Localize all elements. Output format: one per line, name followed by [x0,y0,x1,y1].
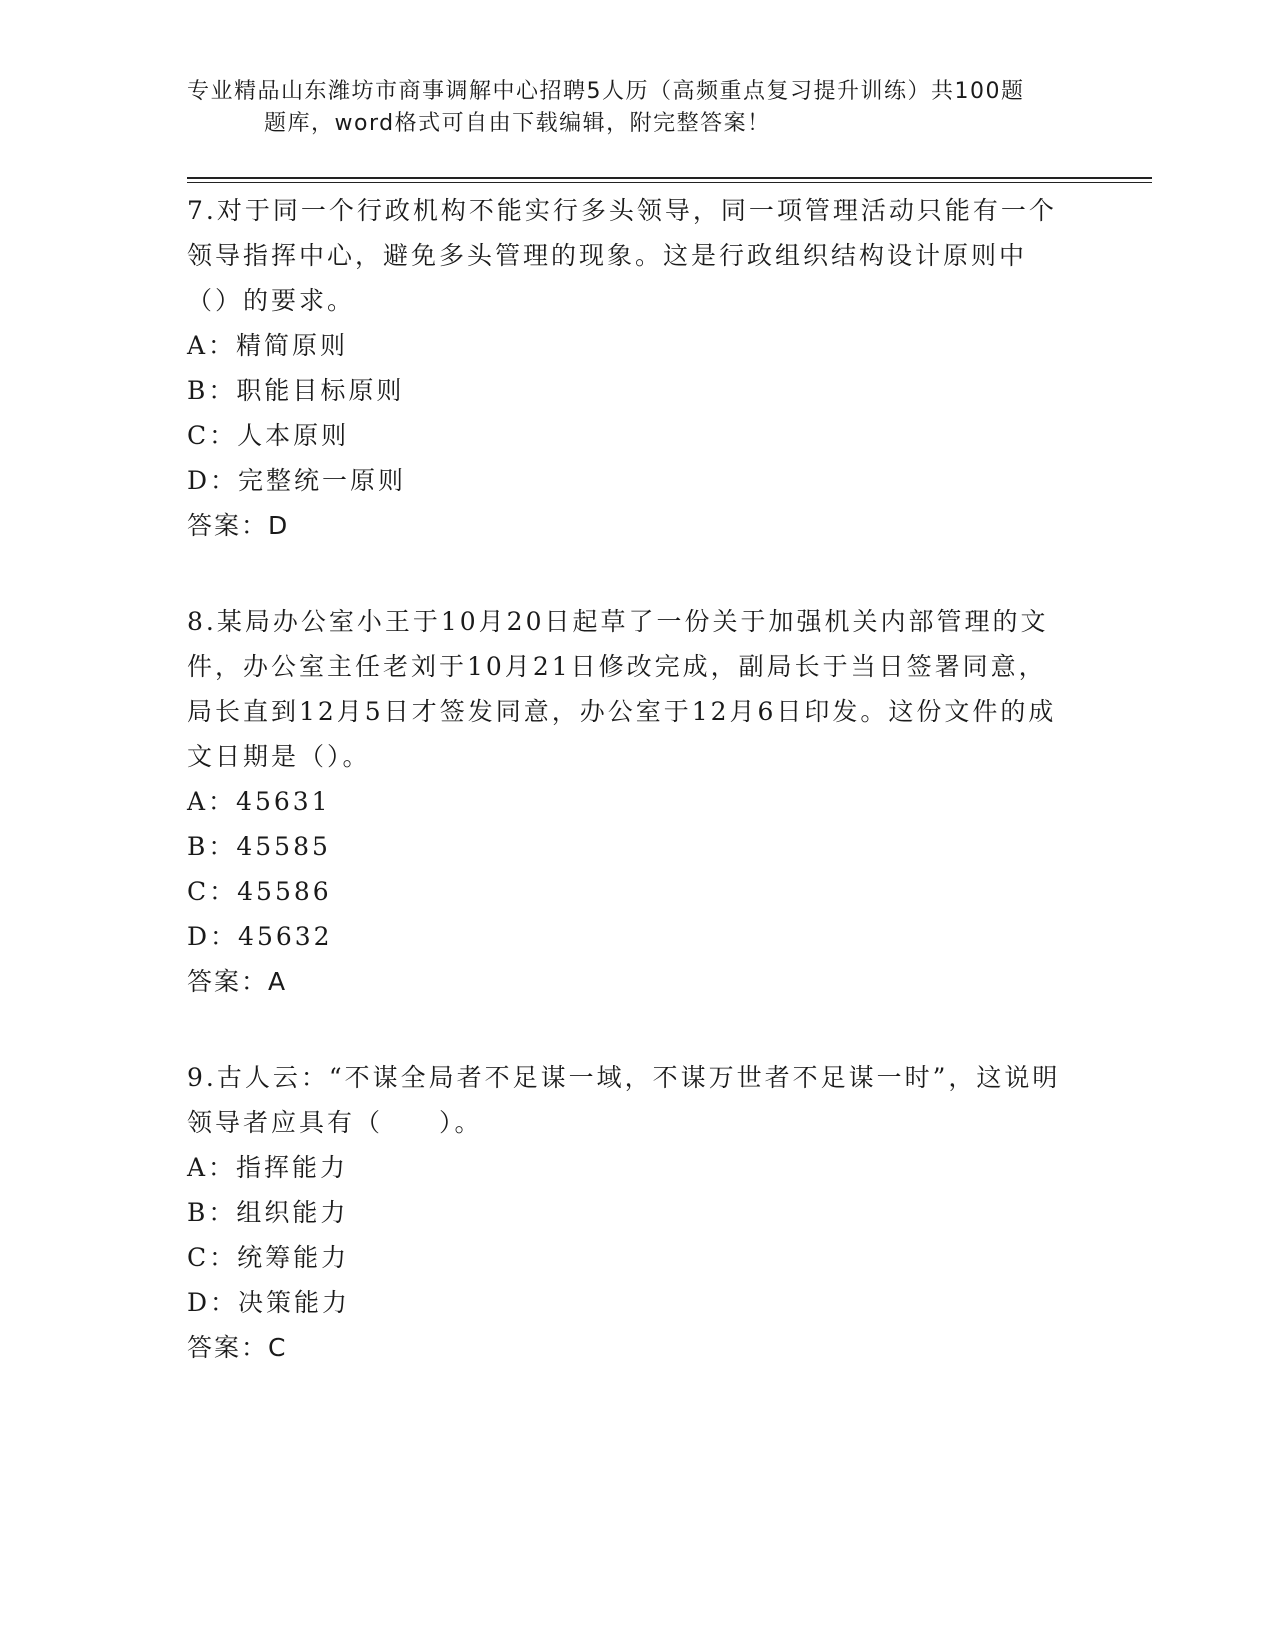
option-a: A：精简原则 [187,331,349,360]
option-c: C：统筹能力 [187,1243,350,1272]
option-d: D：45632 [187,922,333,951]
question-7 [187,188,1067,548]
header-title-line1: 专业精品山东潍坊市商事调解中心招聘5人历（高频重点复习提升训练）共100题 [187,79,1025,104]
answer-label: 答案：C [187,1333,288,1362]
answer-label: 答案：A [187,967,288,996]
header-title-line2: 题库，word格式可自由下载编辑，附完整答案！ [264,111,771,136]
question-stem: 9.古人云：“不谋全局者不足谋一域，不谋万世者不足谋一时”，这说明领导者应具有（ ）。 [187,1063,1061,1137]
option-c: C：45586 [187,877,332,906]
question-9 [187,1055,1067,1370]
document-header [187,76,1087,140]
option-a: A：45631 [187,787,331,816]
option-b: B：职能目标原则 [187,376,405,405]
question-stem: 8.某局办公室小王于10月20日起草了一份关于加强机关内部管理的文件，办公室主任老刘于10月21日修改完成，副局长于当日签署同意，局长直到12月5日才签发同意，办公室于12月6日印发。这份文件的成文日期是（）。 [187,607,1057,771]
question-8 [187,599,1067,1004]
option-b: B：45585 [187,832,331,861]
option-c: C：人本原则 [187,421,350,450]
answer-label: 答案：D [187,511,290,540]
option-d: D：完整统一原则 [187,466,407,495]
question-stem: 7.对于同一个行政机构不能实行多头领导，同一项管理活动只能有一个领导指挥中心，避免多头管理的现象。这是行政组织结构设计原则中（）的要求。 [187,196,1057,315]
header-divider-thick [187,177,1152,179]
header-divider-thin [187,182,1152,183]
option-a: A：指挥能力 [187,1153,349,1182]
option-b: B：组织能力 [187,1198,349,1227]
option-d: D：决策能力 [187,1288,351,1317]
